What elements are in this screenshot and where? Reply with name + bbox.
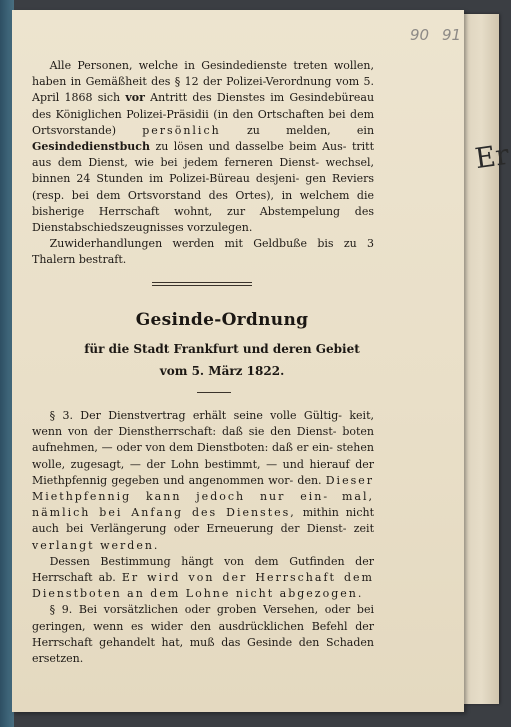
intro-paragraph xyxy=(32,58,374,236)
intro-notice xyxy=(32,58,374,269)
emphasis-line: Er wird von der Herrschaft dem xyxy=(121,571,374,585)
text-line: 3 Thalern bestraft. xyxy=(32,237,374,267)
divider-double-rule xyxy=(152,282,252,286)
text-line: Alle Personen, welche in Gesindedienste treten wollen, xyxy=(49,59,374,72)
section-3-paragraph xyxy=(32,408,374,554)
emphasis-gesindedienstbuch: Gesindedienstbuch xyxy=(32,140,150,154)
document-subtitle: für die Stadt Frankfurt und deren Gebiet xyxy=(84,342,360,356)
emphasis-vor: vor xyxy=(125,91,145,105)
text-line: § 3. Der Dienstvertrag erhält seine volle Gültig- xyxy=(49,409,343,422)
divider-short-rule xyxy=(197,392,231,393)
section-9-paragraph xyxy=(32,602,374,667)
text-line: keit, wenn von der Dienstherrschaft: daß sie den Dienst- xyxy=(32,409,374,439)
document-page xyxy=(12,10,464,712)
determination-paragraph xyxy=(32,554,374,603)
text-line: der Herrschaft gehandelt hat, muß das Gesinde den xyxy=(32,619,374,649)
text-line: wechsel, binnen 24 Stunden im Polizei-Büreau desjeni- xyxy=(32,156,374,186)
emphasis-line: Dieser Miethpfennig kann jedoch nur ein- xyxy=(32,473,374,504)
emphasis-line: verlangt werden. xyxy=(32,538,160,552)
document-date: vom 5. März 1822. xyxy=(159,364,285,378)
text-line: haben in Gemäßheit des § 12 der Polizei-Verordnung xyxy=(32,75,332,89)
text-line: bei geringen, wenn es wider den ausdrücklichen Befehl xyxy=(32,603,374,633)
document-title: Gesinde-Ordnung xyxy=(135,310,309,330)
text-line: stehen wolle, zugesagt, — der Lohn bestimmt, — und xyxy=(32,441,374,471)
penalty-paragraph xyxy=(32,236,374,268)
text-line: zu melden, xyxy=(246,123,331,137)
text-line: vom 5. April 1868 sich xyxy=(32,75,374,105)
text-line: zu lösen und dasselbe beim Aus- xyxy=(155,140,347,154)
text-line: gen Reviers (resp. bei dem Ortsvorstand des Ortes), in xyxy=(32,172,374,202)
text-line: welchem die bisherige Herrschaft wohnt, zur Abstempelung xyxy=(32,188,374,218)
text-line: Herrschaft ab. xyxy=(32,571,116,585)
text-line: nicht auch bei Verlängerung oder Erneuerung der Dienst- xyxy=(32,506,374,536)
text-line: mithin xyxy=(302,506,339,520)
text-line: ein xyxy=(356,123,375,137)
pencil-page-number: 90 xyxy=(410,26,430,44)
text-line: den. xyxy=(297,473,322,487)
text-line: Ortschaften bei dem Ortsvorstande) xyxy=(32,107,375,137)
back-sheet-handwriting: Er xyxy=(472,137,511,176)
text-line: hierauf der Miethpfennig gegeben und angenommen wor- xyxy=(32,457,375,487)
text-line: Gesindebüreau des Königlichen Polizei-Präsidii (in den xyxy=(32,91,375,121)
text-line: Zuwiderhandlungen werden mit Geldbuße bis zu xyxy=(49,237,357,251)
emphasis-line: mal, nämlich bei Anfang des Dienstes, xyxy=(32,490,374,520)
pencil-page-number: 91 xyxy=(442,26,462,44)
text-line: tritt aus dem Dienst, wie bei jedem ferneren Dienst- xyxy=(32,140,375,170)
text-line: boten aufnehmen, — oder von dem Dienstboten: daß er ein- xyxy=(32,425,375,455)
text-line: § 9. Bei vorsätzlichen oder groben Versehen, oder xyxy=(49,603,351,617)
text-line: Schaden ersetzen. xyxy=(32,635,374,666)
text-line: des Dienstabschiedszeugnisses vorzulegen. xyxy=(32,204,374,235)
text-line: Antritt des Dienstes im xyxy=(150,91,285,105)
text-line: zeit xyxy=(353,522,374,536)
emphasis-line: Dienstboten an dem Lohne nicht abgezogen. xyxy=(32,587,364,601)
text-line: Dessen Bestimmung hängt von dem Gutfinden der xyxy=(49,554,374,568)
emphasis-persoenlich: persönlich xyxy=(142,123,221,137)
ordinance-text xyxy=(32,408,374,667)
